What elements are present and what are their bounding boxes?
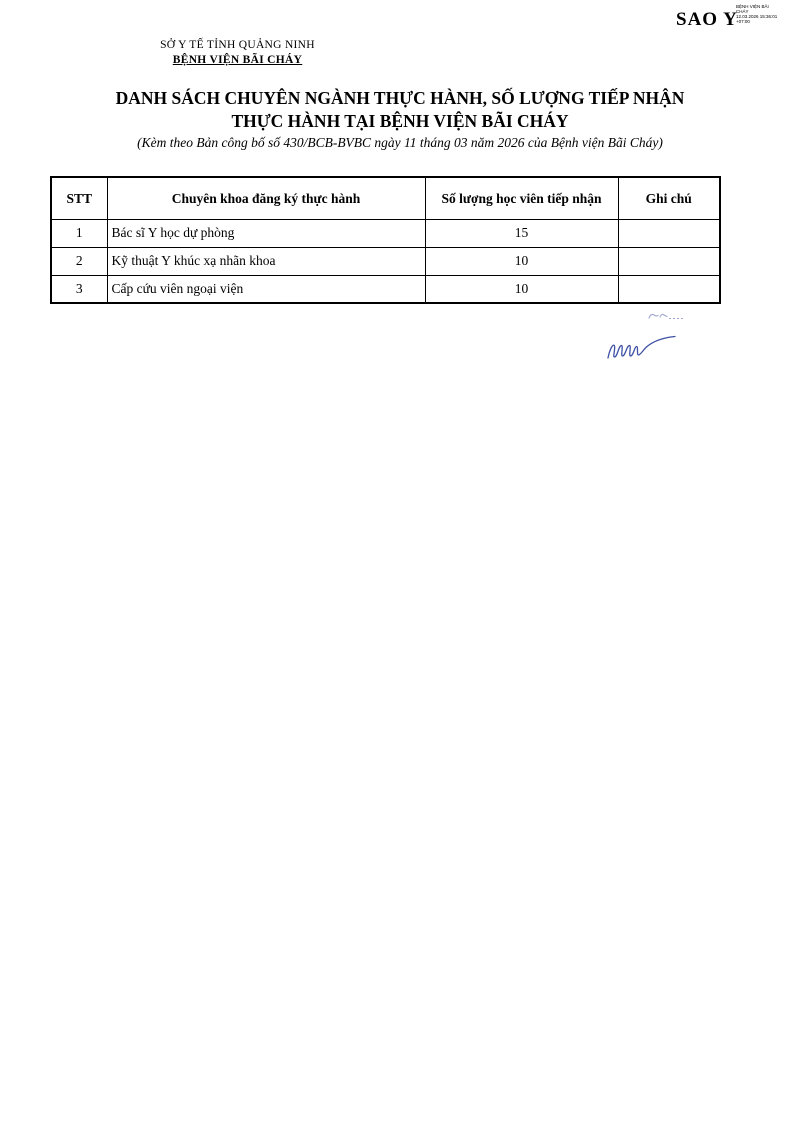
document-title-line2: THỰC HÀNH TẠI BỆNH VIỆN BÃI CHÁY bbox=[231, 111, 569, 131]
document-title-line1: DANH SÁCH CHUYÊN NGÀNH THỰC HÀNH, SỐ LƯỢNG TIẾP NHẬN bbox=[115, 88, 685, 108]
stamp-timezone: +07:00 bbox=[736, 19, 750, 24]
practice-specialty-table bbox=[50, 176, 721, 304]
sao-y-stamp: SAO Y bbox=[676, 9, 738, 30]
cell-note bbox=[618, 275, 720, 303]
cell-stt: 3 bbox=[51, 275, 107, 303]
document-subtitle: (Kèm theo Bản công bố số 430/BCB-BVBC ngày 11 tháng 03 năm 2026 của Bệnh viện Bãi Cháy) bbox=[137, 135, 663, 150]
cell-specialty: Kỹ thuật Y khúc xạ nhãn khoa bbox=[107, 247, 425, 275]
signature-ink-scribble bbox=[603, 329, 681, 367]
table-row bbox=[51, 219, 720, 247]
stamp-org-line2: CHÁY bbox=[736, 9, 749, 14]
table-row bbox=[51, 275, 720, 303]
hospital-name: BỆNH VIỆN BÃI CHÁY bbox=[172, 54, 303, 66]
header-cell-note: Ghi chú bbox=[618, 177, 720, 219]
initials-ink-mark bbox=[646, 309, 688, 325]
table-header-row bbox=[51, 177, 720, 219]
cell-note bbox=[618, 247, 720, 275]
header-cell-specialty: Chuyên khoa đăng ký thực hành bbox=[107, 177, 425, 219]
table-row bbox=[51, 247, 720, 275]
cell-quantity: 10 bbox=[425, 275, 618, 303]
stamp-timestamp: 12.03.2026 15:36:01 bbox=[736, 14, 778, 19]
header-cell-quantity: Số lượng học viên tiếp nhận bbox=[425, 177, 618, 219]
cell-specialty: Bác sĩ Y học dự phòng bbox=[107, 219, 425, 247]
cell-specialty: Cấp cứu viên ngoại viện bbox=[107, 275, 425, 303]
cell-stt: 2 bbox=[51, 247, 107, 275]
document-title bbox=[0, 87, 800, 133]
agency-block bbox=[95, 38, 380, 68]
cell-stt: 1 bbox=[51, 219, 107, 247]
cell-note bbox=[618, 219, 720, 247]
agency-name: SỞ Y TẾ TỈNH QUẢNG NINH bbox=[160, 39, 315, 51]
cell-quantity: 15 bbox=[425, 219, 618, 247]
cell-quantity: 10 bbox=[425, 247, 618, 275]
stamp-certificate-info bbox=[736, 4, 800, 24]
header-cell-stt: STT bbox=[51, 177, 107, 219]
stamp-org-line1: BỆNH VIỆN BÃI bbox=[736, 4, 769, 9]
